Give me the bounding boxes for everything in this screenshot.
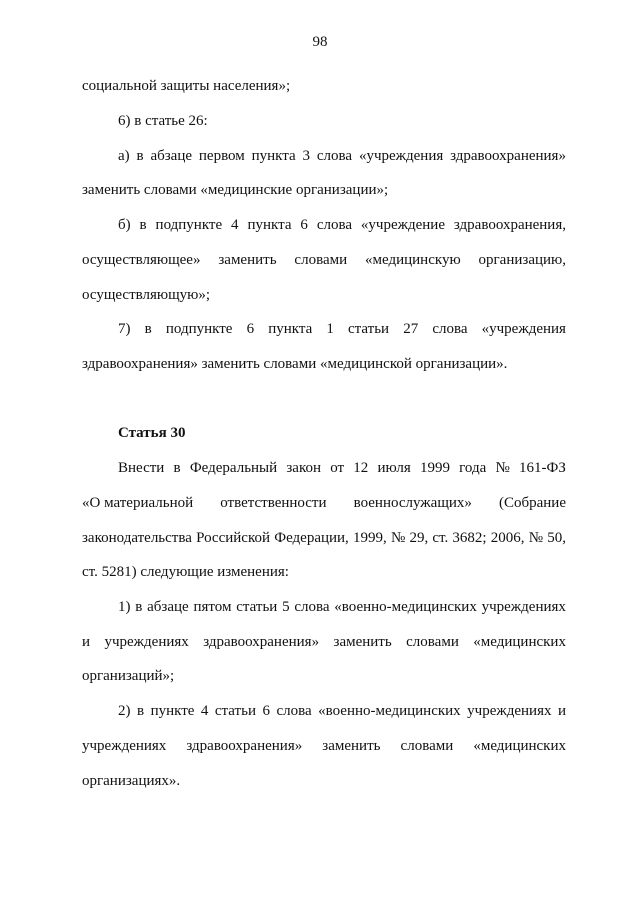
word: слова (276, 703, 312, 719)
word: военнослужащих» (353, 495, 472, 511)
text-line-6 (82, 251, 566, 269)
word: учреждениях (481, 599, 566, 615)
word: статьи (214, 703, 256, 719)
word: «военно-медицинских (318, 703, 461, 719)
word: 2) (118, 703, 131, 719)
word: здравоохранения, (453, 217, 566, 233)
word: «учреждения (481, 321, 566, 337)
word: в (144, 321, 152, 337)
word: словами (406, 634, 459, 650)
word: 50, (547, 530, 566, 546)
word: ответственности (220, 495, 327, 511)
word: заменить (218, 252, 277, 268)
word: 1) (118, 599, 131, 615)
word: статьи (236, 599, 278, 615)
word: 1 (326, 321, 334, 337)
word: 6 (300, 217, 308, 233)
word: слова (294, 599, 330, 615)
word: 6 (246, 321, 255, 337)
word: 3682; (452, 530, 487, 546)
word: пункта (247, 217, 292, 233)
page-number: 98 (312, 34, 328, 50)
word: «военно-медицинских (334, 599, 477, 615)
word: 5 (282, 599, 290, 615)
word: подпункте (165, 321, 233, 337)
word: Российской (196, 530, 271, 546)
word: «учреждение (360, 217, 445, 233)
word: 2006, (490, 530, 525, 546)
text-line-9: здравоохранения» заменить словами «медицинской организации». (82, 356, 508, 372)
word: слова (316, 148, 353, 164)
text-line-5 (118, 216, 566, 234)
word: ст. (432, 530, 449, 546)
word: учреждениях (82, 738, 167, 754)
word: в (135, 599, 143, 615)
article-heading: Статья 30 (118, 425, 186, 441)
text-line-17 (118, 702, 566, 720)
word: «учреждения (358, 148, 444, 164)
word: в (136, 703, 145, 719)
word: № (495, 460, 510, 476)
text-line-1: социальной защиты населения»; (82, 78, 291, 94)
word: учреждениях (467, 703, 552, 719)
word: 27 (403, 321, 419, 337)
word: 3 (302, 148, 311, 164)
word: словами (400, 738, 454, 754)
word: 1999 (419, 460, 450, 476)
word: пункта (251, 148, 296, 164)
word: 12 (353, 460, 369, 476)
word: № (528, 530, 544, 546)
word: Федерации, (274, 530, 349, 546)
word: и (82, 634, 91, 650)
word: «медицинскую (365, 252, 461, 268)
word: здравоохранения» (203, 634, 320, 650)
word: здравоохранения» (186, 738, 303, 754)
word: законодательства (82, 530, 192, 546)
word: июля (377, 460, 411, 476)
word: слова (432, 321, 468, 337)
word: 29, (409, 530, 429, 546)
text-line-7: осуществляющую»; (82, 287, 211, 303)
word: 4 (200, 703, 209, 719)
word: в (136, 148, 144, 164)
word: пятом (193, 599, 232, 615)
word: 4 (231, 217, 239, 233)
word: от (330, 460, 345, 476)
word: в (139, 217, 147, 233)
word: 161-ФЗ (519, 460, 566, 476)
word: организацию, (478, 252, 566, 268)
word: здравоохранения» (450, 148, 566, 164)
text-line-18 (82, 737, 566, 755)
word: (Собрание (498, 495, 566, 511)
word: пункта (268, 321, 313, 337)
text-line-11 (82, 494, 566, 512)
word: подпункте (155, 217, 223, 233)
word: абзаце (150, 148, 193, 164)
text-line-16: организаций»; (82, 668, 175, 684)
word: «медицинских (473, 634, 566, 650)
text-line-2: 6) в статье 26: (118, 113, 208, 129)
word: Внести (118, 460, 165, 476)
word: пункте (150, 703, 195, 719)
text-line-14 (118, 598, 566, 616)
text-line-13: ст. 5281) следующие изменения: (82, 564, 289, 580)
word: абзаце (147, 599, 189, 615)
text-line-3 (118, 147, 566, 165)
text-line-10 (118, 459, 566, 477)
word: а) (118, 148, 130, 164)
text-line-12 (82, 529, 566, 547)
word: года (459, 460, 487, 476)
word: заменить (333, 634, 392, 650)
word: слова (316, 217, 352, 233)
word: «медицинских (473, 738, 566, 754)
text-line-4: заменить словами «медицинские организации»; (82, 182, 389, 198)
word: словами (294, 252, 348, 268)
word: 7) (118, 321, 131, 337)
word: в (173, 460, 181, 476)
text-line-8 (118, 320, 566, 338)
text-line-15 (82, 633, 566, 651)
word: статьи (347, 321, 390, 337)
word: б) (118, 217, 131, 233)
word: осуществляющее» (82, 252, 201, 268)
word: первом (198, 148, 245, 164)
word: № (390, 530, 406, 546)
word: заменить (322, 738, 381, 754)
text-line-19: организациях». (82, 773, 181, 789)
word: и (557, 703, 566, 719)
word: «О материальной (82, 495, 194, 511)
word: Федеральный (189, 460, 278, 476)
word: 6 (262, 703, 270, 719)
word: закон (286, 460, 322, 476)
word: учреждениях (104, 634, 189, 650)
word: 1999, (353, 530, 387, 546)
